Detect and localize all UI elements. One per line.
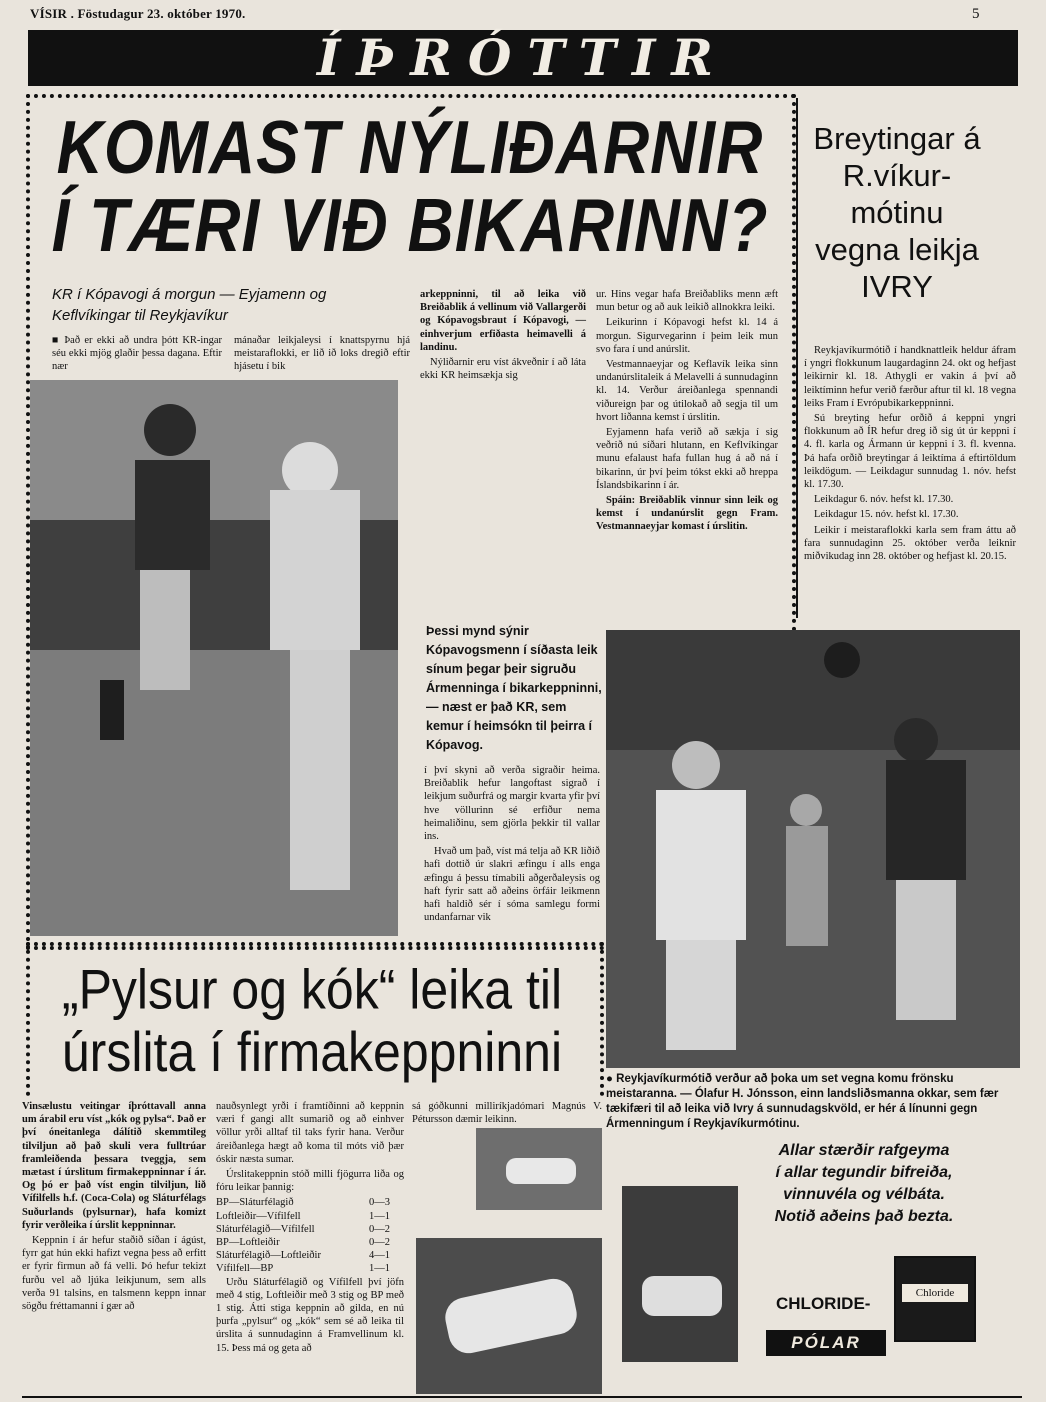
- paper-date-line: VÍSIR . Föstudagur 23. október 1970.: [30, 6, 246, 21]
- car-photo-1: [476, 1128, 602, 1210]
- lead-column-4: ur. Hins vegar hafa Breiðabliks menn æft mun betur og að auk leikið allnokkra leiki. Leikurinn í Kópavogi hefst kl. 14 á morgun. Sigurvegarinn í þeim leik mun svo fara í und anúrslit. Vestmannaeyjar og Keflavík leika sinn undanúrslitaleik á Melavelli á sunnudaginn kl. 14. Verður áreiðanlega spennandi viðureign þar og útilokað að segja til um hvort liðanna kemst í úrslitin. Eyjamenn hafa verið að sækja í sig veðrið nú síðari hlutann, en Keflvíkingar munu efalaust hafa fullan hug á að ná í bikarinn, úr því þeim tókst ekki að hreppa Íslandsbikarinn í ár. Spáin: Breiðablik vinnur sinn leik og kemst í undanúrslit gegn Fram. Vestmannaeyjar komast í úrslitin.: [596, 289, 778, 533]
- second-column-3: sá góðkunni milliríkjadómari Magnús V. Pétursson dæmir leikinn.: [412, 1101, 602, 1126]
- result-row: [216, 1210, 404, 1223]
- second-column-2: nauðsynlegt yrði í framtíðinni að keppnin væri f gangi allt sumarið og að einhver völlur yrði alltaf til taks fyrir hana. Verður áreiðanlega hægt að koma til móts við þær óskir næsta sumar. Úrslitakeppnin stóð milli fjögurra liða og fóru leikar þannig: BP—Sláturfélagið 0—3 Loftleiðir—Vífilfell 1—1 Sláturfélagið—Vífilfell 0—2 BP—Loftleiðir 0—2 Sláturfélagið—Loftleiðir 4—1 Vífilfell—BP 1—1 Urðu Sláturfélagið og Vífilfell því jöfn með 4 stig, Loftleiðir með 3 stig og BP með 1 stig. Átti stiga keppnin að gilda, en nú þurfa „pylsur“ og „kók“ sem sé að leika til úrslita á sunnudaginn á Framvellinum kl. 15. Þess má og geta að: [216, 1101, 404, 1354]
- result-score: 0—3: [369, 1197, 390, 1209]
- result-match: Loftleiðir—Vífilfell: [216, 1210, 301, 1222]
- result-row: [216, 1236, 404, 1249]
- result-row: [216, 1249, 404, 1262]
- car-photo-1-illustration: [476, 1128, 602, 1210]
- page-bottom-rule: [22, 1396, 1022, 1398]
- lead-column-3: arkeppninni, til að leika við Breiðablik á vellinum við Vallargerði og Kópavogsbraut í Kópavogi, — einhverjum erfiðasta heimavelli á landinu. Nýliðarnir eru víst ákveðnir í að láta ekki KR heimsækja sig: [420, 289, 586, 382]
- football-photo: [30, 380, 398, 936]
- deck-line-2: Keflvíkingar til Reykjavíkur: [52, 307, 228, 324]
- lead-column-1: ■ Það er ekki að undra þótt KR-ingar séu ekki mjög glaðir þessa dagana. Eftir nær: [52, 335, 222, 373]
- result-score: 1—1: [369, 1263, 390, 1275]
- result-score: 0—2: [369, 1223, 390, 1235]
- car-photo-2: [416, 1238, 602, 1394]
- section-banner: [28, 30, 1018, 86]
- second-headline-line-2: úrslita í firmakeppninni: [61, 1020, 563, 1084]
- car-photo-2-illustration: [416, 1238, 602, 1394]
- result-score: 4—1: [369, 1250, 390, 1262]
- result-score: 0—2: [369, 1237, 390, 1249]
- page-number: 5: [972, 6, 980, 22]
- car-photo-3: [622, 1186, 738, 1362]
- sidebar-divider: [796, 98, 798, 618]
- section-title: ÍÞRÓTTIR: [317, 28, 729, 87]
- lead-continuation: í því skyni að verða sigraðir heima. Breiðablik hefur langoftast sigrað í leikjum suðurfrá og margir kvarta yfir því hve völlurinn sé erfiður nema heimaliðinu, sem gjörla þekkir til vallar ins. Hvað um það, víst má telja að KR liðið hafi dottið úr slakri æfingu í alls enga æfingu á þessu tímabili aðgerðaleysis og haft fyrir satt að aðeins örfáir leikmenn hafi haldið sér í sóma samlegu formi undanfarnar vik: [424, 765, 600, 924]
- result-match: Vífilfell—BP: [216, 1263, 274, 1275]
- result-match: BP—Loftleiðir: [216, 1237, 280, 1249]
- second-headline-line-1: „Pylsur og kók“ leika til: [61, 958, 563, 1021]
- second-column-1: Vinsælustu veitingar íþróttavall anna um árabil eru víst „kók og pylsa“. Það er því óneitanlega dálítið skemmtileg tilviljun að það skuli vera fulltrúar framleiðenda þessara tveggja, sem mætast í úrslitum firmakeppninnar í ár. Og þó er það víst engin tilviljun, lið Vífilfells h.f. (Coca-Cola) og Sláturfélags Suðurlands (pylsurnar), hafa komizt fyrir verðleika í úrslit keppninnar. Keppnin í ár hefur staðið síðan í ágúst, fyrr gat hún ekki hafizt vegna þess að erfitt er fyrir firmun að fá velli. Þó hefur tekizt furðu vel að ljúka leikjunum, sem alls verða 91 talsins, en talsmenn keppn innar sögðu fréttamanni í gær að: [22, 1101, 206, 1313]
- sidebar-body: Reykjavíkurmótið í handknattleik heldur áfram í yngri flokkunum laugardaginn 24. okt og hefjast leikirnir kl. 18. Athygli er vakin á því að leiktíminn hefur verið færður aftur til kl. 18 vegna leiks Fram í Evrópubikarkeppninni. Sú breyting hefur orðið á keppni yngri flokkunum að ÍR hefur dreg ið sig út úr keppni í 4. fl. karla og Ármann úr keppni í 3. fl. kvenna. Þá hafa orðið breytingar á leiktíma á eftirtöldum leikdögum. — Leikdagur sunnudag 1. nóv. hefst kl. 17.30. Leikdagur 6. nóv. hefst kl. 17.30. Leikdagur 15. nóv. hefst kl. 17.30. Leikir í meistaraflokki karla sem fram áttu að fara sunnudaginn 25. október verða leiknir miðvikudag inn 28. október og hefjast kl. 20.15.: [804, 345, 1016, 563]
- result-row: [216, 1262, 404, 1275]
- handball-photo-caption: ● Reykjavíkurmótið verður að þoka um set vegna komu frönsku meistaranna. — Ólafur H. Jónsson, einn landsliðsmanna okkar, sem fær tækifæri til að leika við Ivry á sunnudagskvöld, er hér á línunni gegn Ármenningum í Reykjavíkurmótinu.: [606, 1073, 999, 1130]
- football-photo-caption: Þessi mynd sýnir Kópavogsmenn í síðasta leik sínum þegar þeir sigruðu Ármenninga í bikarkeppninni, — næst er það KR, sem kemur í heimsókn til þeirra í Kópavog.: [426, 624, 602, 752]
- battery-label: Chloride: [902, 1284, 968, 1302]
- sidebar-headline: Breytingar á R.víkur-mótinu vegna leikja IVRY: [813, 121, 981, 304]
- result-score: 1—1: [369, 1210, 390, 1222]
- football-photo-illustration: [30, 380, 398, 936]
- result-match: BP—Sláturfélagið: [216, 1197, 294, 1209]
- result-row: [216, 1223, 404, 1236]
- results-table: [216, 1196, 404, 1275]
- lead-deck: [52, 284, 412, 326]
- car-photo-3-illustration: [622, 1186, 738, 1362]
- ad-brand: CHLORIDE-: [776, 1294, 871, 1313]
- handball-photo: [606, 630, 1020, 1068]
- deck-line-1: KR í Kópavogi á morgun — Eyjamenn og: [52, 286, 327, 303]
- result-match: Sláturfélagið—Loftleiðir: [216, 1250, 321, 1262]
- battery-illustration: [894, 1256, 976, 1342]
- lead-column-2: mánaðar leikjaleysi í knattspyrnu hjá meistaraflokki, er lið ið loks dregið eftir hjásetu í bik: [234, 335, 410, 373]
- handball-photo-illustration: [606, 630, 1020, 1068]
- result-match: Sláturfélagið—Vífilfell: [216, 1223, 315, 1235]
- result-row: [216, 1196, 404, 1209]
- battery-ad-slogan: Allar stærðir rafgeyma í allar tegundir bifreiða, vinnuvéla og vélbáta. Notið aðeins það bezta.: [774, 1142, 954, 1225]
- lead-headline: KOMAST NÝLIÐARNIR Í TÆRI VIÐ BIKARINN?: [51, 104, 769, 268]
- second-headline: [32, 958, 592, 1083]
- dealer-logo: PÓLAR: [766, 1330, 886, 1356]
